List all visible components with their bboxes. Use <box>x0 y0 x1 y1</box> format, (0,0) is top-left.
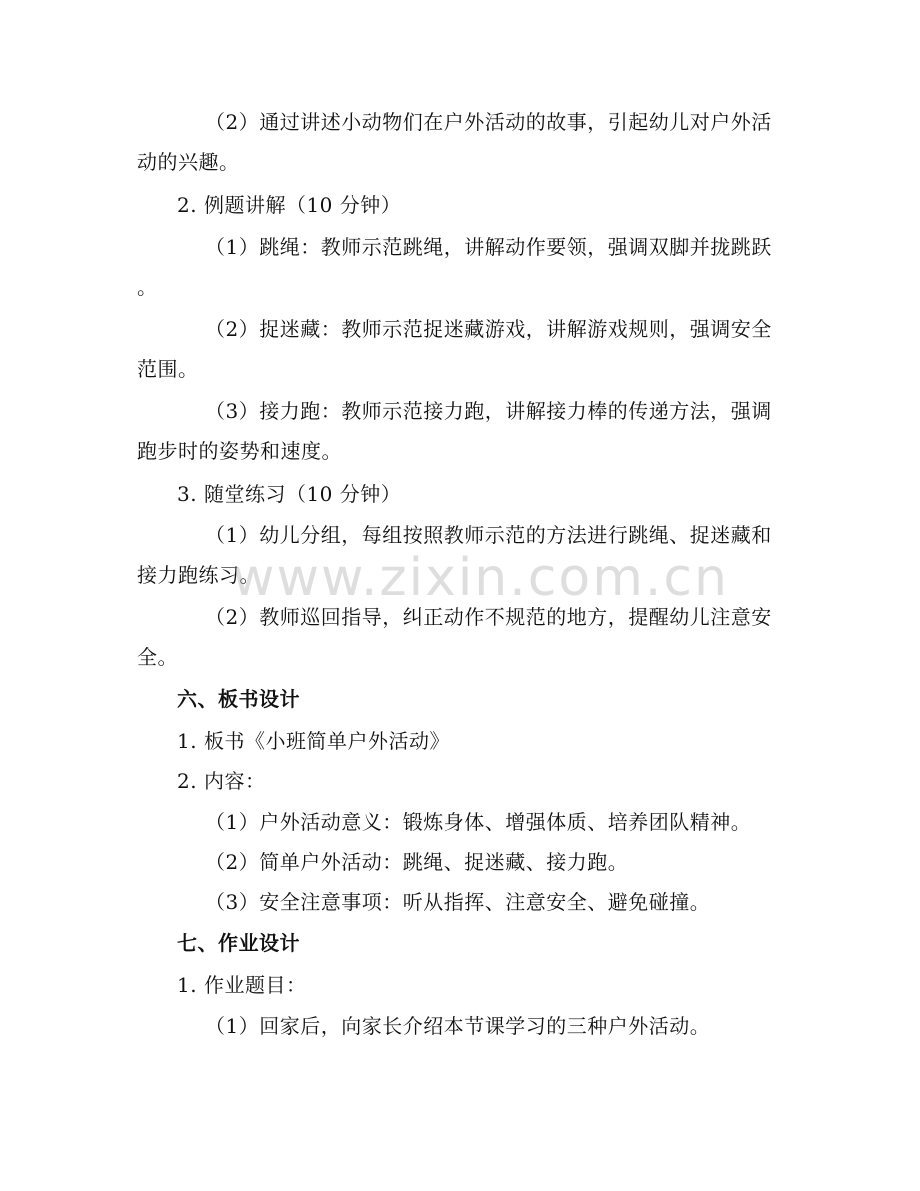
paragraph-relay-line2: 跑步时的姿势和速度。 <box>137 439 342 463</box>
paragraph-practice-1-line2: 接力跑练习。 <box>137 563 260 587</box>
list-item-board-content: 2. 内容： <box>177 769 266 793</box>
paragraph-practice-1-line1: （1）幼儿分组，每组按照教师示范的方法进行跳绳、捉迷藏和 <box>205 523 772 547</box>
paragraph-jump-rope-line2: 。 <box>137 275 158 299</box>
board-sub-item-2: （2）简单户外活动：跳绳、捉迷藏、接力跑。 <box>205 850 629 874</box>
watermark-text: www.zixin.com.cn <box>232 548 729 608</box>
paragraph-intro-2-line2: 动的兴趣。 <box>137 150 240 174</box>
list-item-practice: 3. 随堂练习（10 分钟） <box>177 482 402 506</box>
paragraph-practice-2-line2: 全。 <box>137 645 178 669</box>
paragraph-jump-rope-line1: （1）跳绳：教师示范跳绳，讲解动作要领，强调双脚并拢跳跃 <box>205 235 772 259</box>
board-sub-item-1: （1）户外活动意义：锻炼身体、增强体质、培养团队精神。 <box>205 810 752 834</box>
paragraph-practice-2-line1: （2）教师巡回指导，纠正动作不规范的地方，提醒幼儿注意安 <box>205 605 772 629</box>
section-heading-homework-design: 七、作业设计 <box>177 931 300 955</box>
list-item-board-title: 1. 板书《小班简单户外活动》 <box>177 729 450 753</box>
paragraph-hide-seek-line2: 范围。 <box>137 357 199 381</box>
section-heading-board-design: 六、板书设计 <box>177 687 300 711</box>
homework-sub-item-1: （1）回家后，向家长介绍本节课学习的三种户外活动。 <box>205 1014 711 1038</box>
paragraph-relay-line1: （3）接力跑：教师示范接力跑，讲解接力棒的传递方法，强调 <box>205 399 772 423</box>
board-sub-item-3: （3）安全注意事项：听从指挥、注意安全、避免碰撞。 <box>205 890 711 914</box>
paragraph-hide-seek-line1: （2）捉迷藏：教师示范捉迷藏游戏，讲解游戏规则，强调安全 <box>205 317 772 341</box>
list-item-example-explanation: 2. 例题讲解（10 分钟） <box>177 193 402 217</box>
paragraph-intro-2-line1: （2）通过讲述小动物们在户外活动的故事，引起幼儿对户外活 <box>205 110 772 134</box>
list-item-homework-title: 1. 作业题目： <box>177 973 307 997</box>
